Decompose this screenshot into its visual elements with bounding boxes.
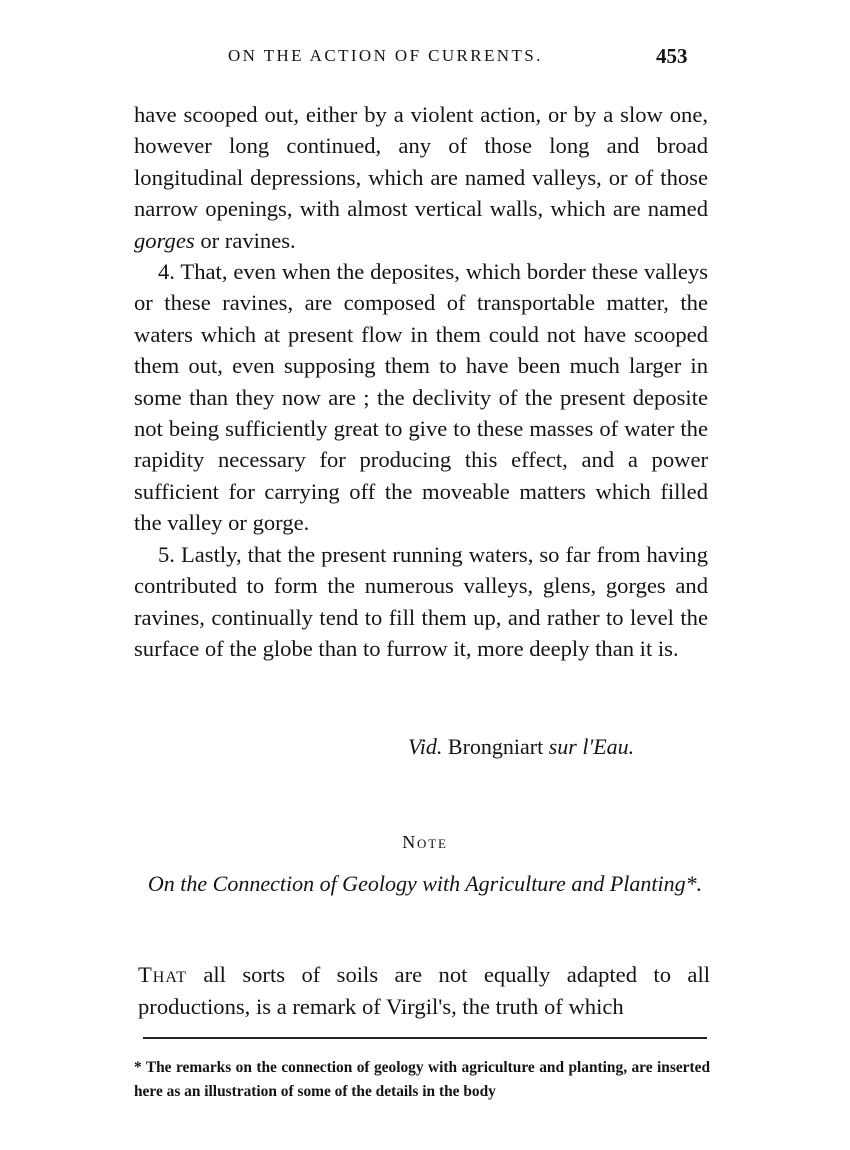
main-text xyxy=(134,99,708,664)
footnote-rule xyxy=(143,1037,707,1039)
running-head-title: ON THE ACTION OF CURRENTS. xyxy=(228,46,543,65)
citation-author: Brongniart xyxy=(442,734,549,759)
page-number: 453 xyxy=(656,44,688,68)
citation-work: sur l'Eau. xyxy=(548,734,635,759)
note-paragraph xyxy=(138,959,710,1023)
note-heading: Note xyxy=(402,832,448,852)
paragraph-1-end: or ravines. xyxy=(194,227,296,253)
citation xyxy=(408,734,634,760)
note-paragraph-text: all sorts of soils are not equally adapted to all productions, is a remark of Virgil's, the truth of which xyxy=(138,962,710,1019)
note-title: On the Connection of Geology with Agriculture and Planting*. xyxy=(147,871,703,896)
paragraph-point-4: 4. That, even when the deposites, which border these valleys or these ravines, are composed of transportable matter, the waters which at present flow in them could not have scooped them out, even supposing them to have been much larger in some than they now are ; the declivity of the present deposite not being sufficiently great to give to these masses of water the rapidity necessary for producing this effect, and a power sufficient for carrying off the moveable matters which filled the valley or gorge. xyxy=(134,259,708,536)
italic-gorges: gorges xyxy=(134,227,195,253)
footnote: * The remarks on the connection of geology with agriculture and planting, are inserted here as an illustration of some of the details in the body xyxy=(134,1059,710,1100)
paragraph-1-text: have scooped out, either by a violent action, or by a slow one, however long continued, any of those long and broad longitudinal depressions, which are named valleys, or of those narrow openings, with almost vertical walls, which are named xyxy=(134,102,708,222)
paragraph-point-5: 5. Lastly, that the present running waters, so far from having contributed to form the numerous valleys, glens, gorges and ravines, continually tend to fill them up, and rather to level the surface of the globe than to furrow it, more deeply than it is. xyxy=(134,541,708,661)
running-head xyxy=(0,44,850,74)
note-lead-word: That xyxy=(138,962,187,987)
paragraph-continued xyxy=(134,99,708,256)
citation-vid: Vid. xyxy=(408,734,443,759)
